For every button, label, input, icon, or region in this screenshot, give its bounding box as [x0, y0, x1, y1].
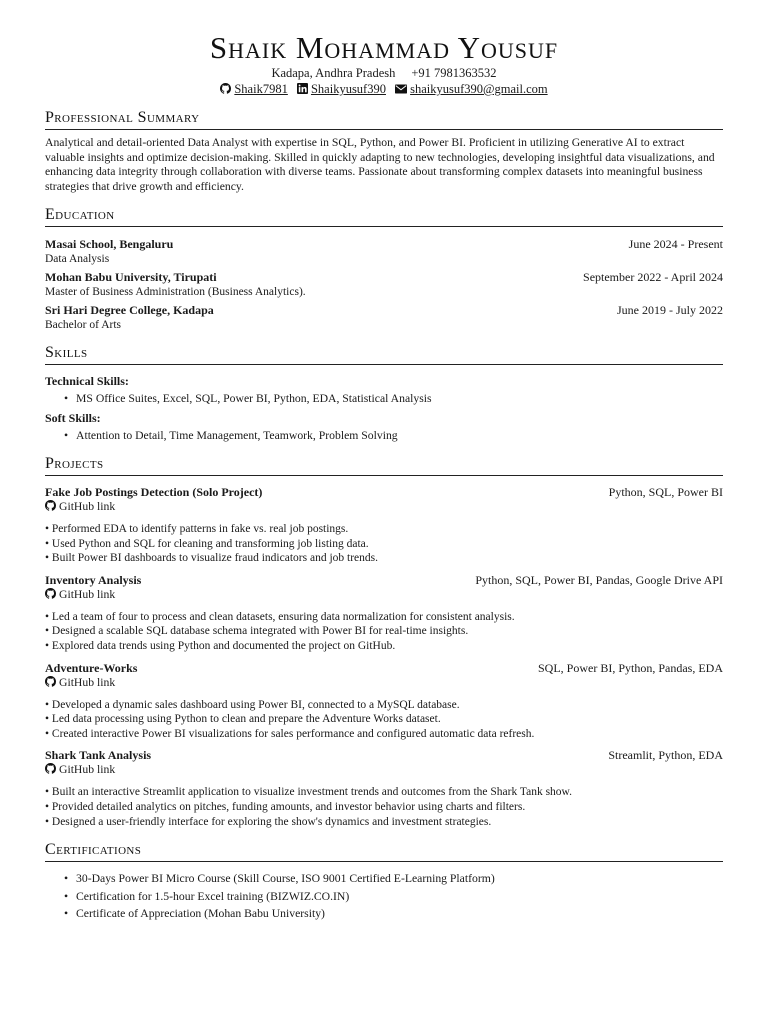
project-name: Adventure-Works	[45, 660, 138, 675]
project-github-link[interactable]	[45, 500, 723, 514]
project-github-link[interactable]	[45, 676, 723, 690]
technical-skills-label: Technical Skills:	[45, 374, 129, 388]
project-github-link[interactable]	[45, 763, 723, 777]
section-heading: Skills	[45, 344, 723, 365]
skills-section	[45, 344, 723, 443]
certifications-section	[45, 841, 723, 921]
project-bullet: • Designed a user-friendly interface for exploring the show's dynamics and investment strategies.	[45, 815, 492, 828]
project-tech: SQL, Power BI, Python, Pandas, EDA	[538, 660, 723, 675]
section-heading: Professional Summary	[45, 109, 723, 130]
certifications-list	[45, 872, 723, 921]
project-bullet: • Performed EDA to identify patterns in fake vs. real job postings.	[45, 523, 349, 535]
technical-skills: • MS Office Suites, Excel, SQL, Power BI, Python, EDA, Statistical Analysis	[76, 392, 723, 406]
project-tech: Python, SQL, Power BI	[608, 485, 723, 499]
certification-item: • Certificate of Appreciation (Mohan Babu University)	[76, 907, 723, 921]
linkedin-profile[interactable]	[297, 82, 386, 97]
candidate-name: Shaik Mohammad Yousuf	[209, 30, 559, 65]
resume-page	[45, 30, 723, 925]
soft-skills: • Attention to Detail, Time Management, Teamwork, Problem Solving	[76, 429, 723, 443]
phone-number[interactable]: +91 7981363532	[411, 66, 497, 80]
project-entry	[45, 661, 723, 742]
linkedin-icon	[297, 83, 308, 94]
technical-skills-list	[45, 392, 723, 406]
resume-header	[45, 30, 723, 97]
project-name: Inventory Analysis	[45, 572, 142, 587]
location: Kadapa, Andhra Pradesh	[271, 66, 396, 80]
project-bullets	[45, 610, 723, 654]
project-bullets	[45, 785, 723, 829]
project-name: Shark Tank Analysis	[45, 748, 152, 763]
github-link-label[interactable]: GitHub link	[59, 675, 116, 689]
project-entry	[45, 573, 723, 654]
github-icon	[45, 588, 56, 599]
project-bullets	[45, 698, 723, 742]
education-list	[45, 237, 723, 332]
projects-section	[45, 455, 723, 829]
email-contact[interactable]	[395, 82, 548, 97]
github-link-text[interactable]: Shaik7981	[234, 82, 288, 96]
project-tech: Streamlit, Python, EDA	[608, 748, 723, 763]
project-bullet: • Created interactive Power BI visualizations for sales performance and configured automatic data refresh.	[45, 727, 535, 740]
contact-line	[45, 66, 723, 80]
github-icon	[45, 500, 56, 511]
education-entry	[45, 237, 723, 266]
github-link-label[interactable]: GitHub link	[59, 763, 116, 777]
education-entry	[45, 270, 723, 299]
education-section	[45, 206, 723, 332]
section-heading: Education	[45, 206, 723, 227]
project-bullets	[45, 522, 723, 566]
education-dates: June 2019 - July 2022	[617, 303, 723, 317]
project-name: Fake Job Postings Detection (Solo Project)	[45, 485, 263, 499]
summary-section	[45, 109, 723, 194]
project-entry	[45, 748, 723, 829]
section-heading: Certifications	[45, 841, 723, 862]
github-profile[interactable]	[220, 82, 287, 97]
project-entry	[45, 485, 723, 566]
section-heading: Projects	[45, 455, 723, 476]
education-entry	[45, 303, 723, 332]
github-icon	[45, 763, 56, 774]
school-name: Mohan Babu University, Tirupati	[45, 270, 217, 284]
project-bullet: • Built Power BI dashboards to visualize fraud indicators and job trends.	[45, 552, 378, 565]
soft-skills-list	[45, 429, 723, 443]
education-dates: June 2024 - Present	[628, 237, 723, 251]
project-bullet: • Led a team of four to process and clean datasets, ensuring data normalization for consistent analysis.	[45, 610, 515, 623]
degree: Master of Business Administration (Business Analytics).	[45, 286, 306, 298]
certification-item: • Certification for 1.5-hour Excel training (BIZWIZ.CO.IN)	[76, 890, 723, 904]
project-bullet: • Provided detailed analytics on pitches, funding amounts, and investor behavior using charts and filters.	[45, 800, 526, 813]
project-bullet: • Explored data trends using Python and documented the project on GitHub.	[45, 639, 396, 652]
education-dates: September 2022 - April 2024	[583, 270, 723, 284]
github-link-label[interactable]: GitHub link	[59, 500, 116, 513]
soft-skills-label: Soft Skills:	[45, 411, 101, 425]
degree: Data Analysis	[45, 253, 110, 265]
github-icon	[220, 83, 231, 94]
project-bullet: • Led data processing using Python to clean and prepare the Adventure Works dataset.	[45, 713, 441, 726]
email-link-text[interactable]: shaikyusuf390@gmail.com	[410, 82, 548, 96]
envelope-icon	[395, 84, 407, 94]
school-name: Masai School, Bengaluru	[45, 237, 174, 251]
github-link-label[interactable]: GitHub link	[59, 587, 116, 601]
project-list	[45, 485, 723, 829]
linkedin-link-text[interactable]: Shaikyusuf390	[310, 82, 386, 96]
project-bullet: • Designed a scalable SQL database schema integrated with Power BI for real-time insights.	[45, 625, 469, 638]
project-bullet: • Built an interactive Streamlit application to visualize investment trends and outcomes from the Shark Tank show.	[45, 786, 572, 799]
social-links	[45, 82, 723, 97]
school-name: Sri Hari Degree College, Kadapa	[45, 303, 214, 317]
project-bullet: • Used Python and SQL for cleaning and transforming job listing data.	[45, 537, 369, 550]
github-icon	[45, 676, 56, 687]
degree: Bachelor of Arts	[45, 319, 122, 331]
project-github-link[interactable]	[45, 588, 723, 602]
summary-text: Analytical and detail-oriented Data Analyst with expertise in SQL, Python, and Power BI. Proficient in utilizing Generative AI to extract valuable insights and optimize decision-making. Skilled in quickly adapting to new technologies, developing insightful data visualizations, and enhancing data integrity through collaboration with diverse teams. Passionate about transforming complex datasets into meaningful business strategies that drive growth and efficiency.	[45, 136, 715, 193]
project-tech: Python, SQL, Power BI, Pandas, Google Drive API	[475, 572, 723, 587]
certification-item: • 30-Days Power BI Micro Course (Skill Course, ISO 9001 Certified E-Learning Platform)	[76, 872, 723, 886]
project-bullet: • Developed a dynamic sales dashboard using Power BI, connected to a MySQL database.	[45, 698, 460, 711]
